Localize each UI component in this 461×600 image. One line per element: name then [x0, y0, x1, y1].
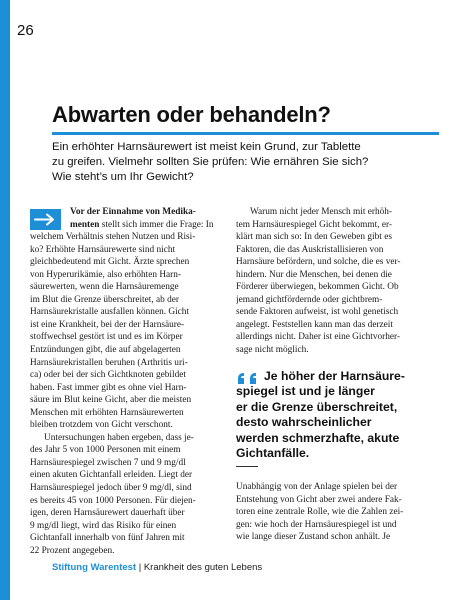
text-line: Entzündungen gibt, die auf abgelagerten	[30, 345, 181, 356]
text-line: hindern. Nur die Menschen, bei denen die	[236, 269, 392, 280]
page-title: Abwarten oder behandeln?	[52, 102, 331, 127]
text-line: es bereits 45 von 1000 Personen. Für diejen-	[30, 495, 196, 506]
text-line: säure im Blut keine Gicht, aber die meisten	[30, 395, 192, 406]
text-line: ca) oder bei der sich Gichtknoten gebildet	[30, 370, 186, 381]
intro-bold: menten	[70, 219, 100, 230]
text-line: Harnsäurekristallen beruhen (Arthritis uri-	[30, 357, 188, 368]
body-column-left	[30, 206, 223, 557]
intro-bold: Vor der Einnahme von Medika-	[70, 207, 196, 217]
text-line: klärt man sich so: In den Geweben gibt es	[236, 232, 392, 243]
text-line: Untersuchungen haben ergeben, dass je-	[44, 432, 194, 443]
text-line: allerdings nicht. Daher ist eine Gichtvorher-	[236, 332, 401, 343]
paragraph	[30, 432, 223, 557]
text-line: Harnsäure befördern, und solche, die es ver-	[236, 257, 401, 268]
text-line: toren eine zentrale Rolle, wie die Zahlen zei-	[236, 507, 404, 518]
text-line: 9 mg/dl liegt, wird das Risiko für einen	[30, 520, 177, 531]
intro-text: stellt sich immer die Frage: In	[99, 219, 214, 230]
text-line: Harnsäurekristalle ausfallen können. Gicht	[30, 307, 190, 318]
text-line: 22 Prozent angegeben.	[30, 545, 115, 556]
footer-book-title: Krankheit des guten Lebens	[143, 562, 263, 573]
lead-line: Ein erhöhter Harnsäurewert ist meist kein Grund, zur Tablette	[52, 141, 361, 153]
text-line: Faktoren, die das Auskristallisieren von	[236, 244, 384, 255]
title-underline	[52, 132, 439, 135]
pull-quote	[236, 369, 405, 461]
quote-line: er die Grenze überschreitet,	[236, 399, 398, 414]
footer-separator: |	[136, 562, 144, 573]
body-column-right	[236, 206, 432, 357]
text-line: wie lange dieser Zustand schon anhält. Je	[236, 532, 391, 543]
text-line: im Blut die Grenze überschreitet, ab der	[30, 294, 179, 305]
text-line: ko? Erhöhte Harnsäurewerte sind nicht	[30, 244, 176, 255]
lead-line: zu greifen. Vielmehr sollten Sie prüfen: Wie ernähren Sie sich?	[52, 156, 369, 168]
paragraph	[236, 206, 432, 357]
page-footer	[52, 562, 262, 573]
text-line: haben. Fast immer gibt es ohne viel Harn-	[30, 382, 187, 393]
text-line	[30, 206, 223, 219]
quote-line: werden schmerzhafte, akute	[236, 430, 400, 445]
accent-sidebar	[0, 0, 10, 600]
text-line: angelegt. Feststellen kann man das derzeit	[236, 319, 393, 330]
text-line: igen, deren Harnsäurewert dauerhaft über	[30, 508, 185, 519]
text-line: des Jahr 5 von 1000 Personen mit einem	[30, 445, 181, 456]
text-line: welchem Verhältnis stehen Nutzen und Risi-	[30, 232, 196, 243]
text-line: Harnsäurespiegel jedoch über 9 mg/dl, sind	[30, 483, 192, 494]
text-line: tem Harnsäurespiegel Gicht bekommt, er-	[236, 219, 392, 230]
footer-brand: Stiftung Warentest	[52, 562, 137, 573]
paragraph	[236, 481, 432, 544]
text-line: Gichtanfall innerhalb von fünf Jahren mit	[30, 533, 185, 544]
text-line: jemand gichtfördernde oder gichtbrem-	[236, 294, 383, 305]
quote-line: desto wahrscheinlicher	[236, 415, 372, 430]
text-line: Entstehung von Gicht aber zwei andere Fak-	[236, 494, 402, 505]
text-line: Warum nicht jeder Mensch mit erhöh-	[250, 207, 393, 217]
text-line: Menschen mit erhöhten Harnsäurewerten	[30, 407, 184, 418]
lead-paragraph	[52, 140, 447, 185]
text-line: bleiben trotzdem von Gicht verschont.	[30, 420, 173, 431]
text-line: ist eine Krankheit, bei der der Harnsäure-	[30, 319, 185, 330]
text-line: sende Faktoren aufweist, ist wohl genetisch	[236, 307, 399, 318]
text-line: gleichbedeutend mit Gicht. Ärzte sprechen	[30, 257, 190, 268]
quote-line: spiegel ist und je länger	[236, 384, 375, 399]
quote-divider	[236, 466, 258, 467]
quote-line: Je höher der Harnsäure-	[264, 369, 405, 383]
text-line: Förderer überwiegen, bekommen Gicht. Ob	[236, 282, 399, 293]
text-line: Harnsäurespiegel zwischen 7 und 9 mg/dl	[30, 457, 186, 468]
text-line: einen akuten Gichtanfall erleiden. Liegt der	[30, 470, 193, 481]
text-line: säurewerten, wenn die Harnsäuremenge	[30, 282, 179, 293]
text-line: gen: wie hoch der Harnsäurespiegel ist und	[236, 519, 397, 530]
text-line: sage nicht möglich.	[236, 345, 309, 356]
text-line: von Hyperurikämie, also erhöhten Harn-	[30, 269, 182, 280]
page-number: 26	[17, 22, 34, 39]
paragraph	[30, 231, 223, 432]
text-line: stoffwechsel gestört ist und es im Körper	[30, 332, 183, 343]
quote-line: Gichtanfälle.	[236, 446, 310, 461]
text-line	[30, 219, 223, 232]
text-line: Unabhängig von der Anlage spielen bei der	[236, 482, 398, 492]
lead-line: Wie steht’s um Ihr Gewicht?	[52, 171, 194, 183]
body-column-right-lower	[236, 481, 432, 544]
